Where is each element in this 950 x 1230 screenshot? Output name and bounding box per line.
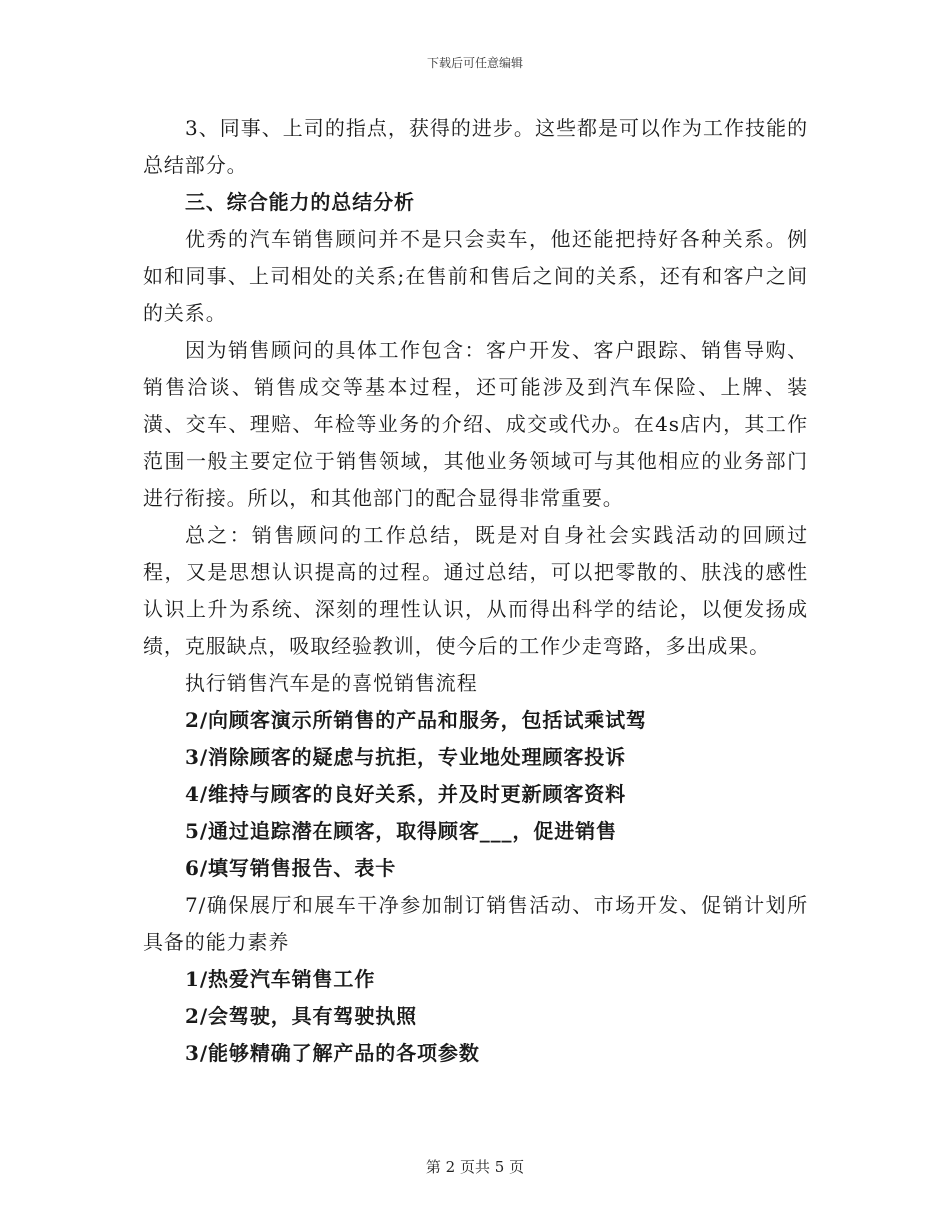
document-body: [143, 110, 808, 1072]
list-item: 3/能够精确了解产品的各项参数: [185, 1041, 480, 1065]
paragraph-2: 优秀的汽车销售顾问并不是只会卖车，他还能把持好各种关系。例如和同事、上司相处的关系;在售前和售后之间的关系，还有和客户之间的关系。: [143, 227, 808, 325]
paragraph-6: 7/确保展厅和展车干净参加制订销售活动、市场开发、促销计划所具备的能力素养: [143, 893, 808, 954]
page-header: 下载后可任意编辑: [426, 56, 523, 70]
page-footer: 第 2 页共 5 页: [425, 1158, 525, 1176]
list-item: 4/维持与顾客的良好关系，并及时更新顾客资料: [185, 782, 627, 806]
list-item: 3/消除顾客的疑虑与抗拒，专业地处理顾客投诉: [185, 745, 627, 769]
section-heading: 三、综合能力的总结分析: [185, 190, 415, 214]
list-item: 2/向顾客演示所销售的产品和服务，包括试乘试驾: [185, 708, 647, 732]
paragraph-1: 3、同事、上司的指点，获得的进步。这些都是可以作为工作技能的总结部分。: [143, 116, 808, 177]
paragraph-3: 因为销售顾问的具体工作包含：客户开发、客户跟踪、销售导购、销售洽谈、销售成交等基本过程，还可能涉及到汽车保险、上牌、装潢、交车、理赔、年检等业务的介绍、成交或代办。在4s店内，其工作范围一般主要定位于销售领域，其他业务领域可与其他相应的业务部门进行衔接。所以，和其他部门的配合显得非常重要。: [143, 338, 808, 510]
list-item: 6/填写销售报告、表卡: [185, 856, 397, 880]
list-item: 2/会驾驶，具有驾驶执照: [185, 1004, 418, 1028]
list-item: 1/热爱汽车销售工作: [185, 967, 376, 991]
list-item: 5/通过追踪潜在顾客，取得顾客___，促进销售: [185, 819, 617, 843]
paragraph-4: 总之：销售顾问的工作总结，既是对自身社会实践活动的回顾过程，又是思想认识提高的过程。通过总结，可以把零散的、肤浅的感性认识上升为系统、深刻的理性认识，从而得出科学的结论，以便发扬成绩，克服缺点，吸取经验教训，使今后的工作少走弯路，多出成果。: [143, 523, 808, 658]
paragraph-5: 执行销售汽车是的喜悦销售流程: [185, 671, 478, 695]
